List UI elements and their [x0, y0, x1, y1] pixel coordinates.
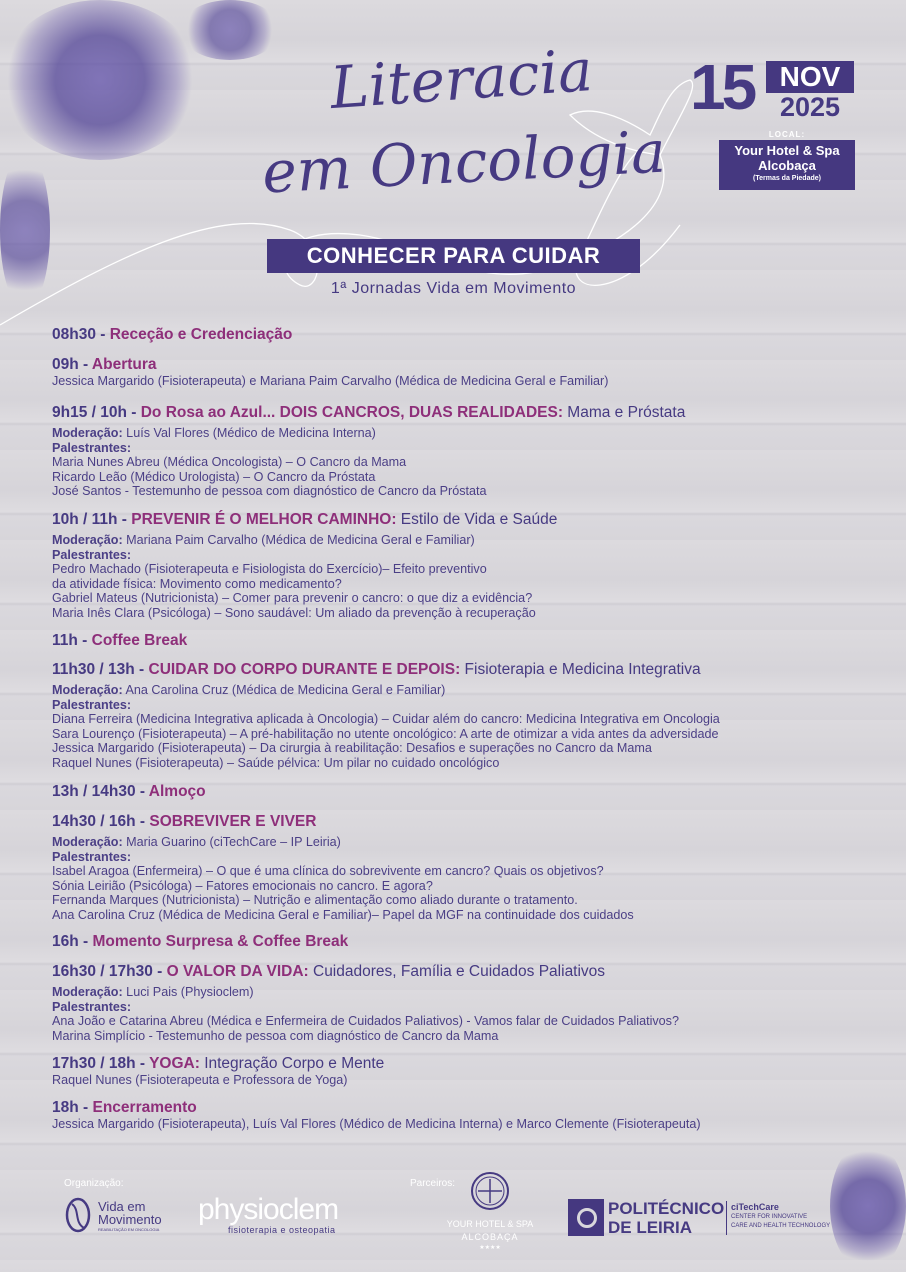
moderation-line	[52, 683, 872, 698]
speakers-label-text: Palestrantes:	[52, 999, 132, 1014]
speakers-label	[52, 441, 872, 456]
citechcare-line1: CENTER FOR INNOVATIVE	[731, 1214, 808, 1220]
moderation-line	[52, 426, 872, 441]
session-heading	[52, 355, 872, 374]
session-time: 11h -	[52, 632, 92, 649]
moderation-label: Moderação:	[52, 533, 123, 547]
session-block	[52, 1098, 872, 1132]
citechcare-name: ciTechCare	[731, 1202, 779, 1212]
session-time: 16h30 / 17h30 -	[52, 963, 167, 980]
session-title: PREVENIR É O MELHOR CAMINHO:	[131, 511, 397, 528]
vida-em-movimento-logo	[64, 1196, 184, 1236]
session-participants: Jessica Margarido (Fisioterapeuta) e Mariana Paim Carvalho (Médica de Medicina Geral e Familiar)	[52, 374, 609, 388]
session-heading	[52, 782, 872, 801]
session-time: 11h30 / 13h -	[52, 661, 149, 678]
speakers-label-text: Palestrantes:	[52, 849, 132, 864]
tagline-banner: CONHECER PARA CUIDAR	[267, 239, 640, 273]
session-time: 08h30 -	[52, 326, 110, 343]
session-title: YOGA:	[149, 1055, 200, 1072]
moderation-line	[52, 985, 872, 1000]
moderator: Maria Guarino (ciTechCare – IP Leiria)	[122, 835, 341, 849]
event-year: 2025	[779, 92, 841, 122]
event-subtitle: 1ª Jornadas Vida em Movimento	[330, 280, 577, 297]
session-block	[52, 962, 872, 1043]
session-subtitle: Cuidadores, Família e Cuidados Paliativos	[308, 963, 606, 980]
venue-note: (Termas da Piedade)	[753, 175, 821, 182]
session-title: CUIDAR DO CORPO DURANTE E DEPOIS:	[148, 661, 461, 678]
moderation-label: Moderação:	[52, 426, 123, 440]
session-subtitle: Integração Corpo e Mente	[199, 1055, 385, 1072]
session-time: 17h30 / 18h -	[52, 1055, 150, 1072]
session-block	[52, 325, 872, 344]
session-heading	[52, 660, 872, 679]
session-block	[52, 355, 872, 389]
session-participants: Raquel Nunes (Fisioterapeuta e Professora de Yoga)	[52, 1073, 348, 1087]
speaker-item: Fernanda Marques (Nutricionista) – Nutrição e alimentação como aliado durante o tratamento.	[52, 893, 578, 907]
session-subtitle: Fisioterapia e Medicina Integrativa	[460, 661, 701, 678]
session-block	[52, 631, 872, 650]
session-heading	[52, 325, 872, 344]
session-subtitle: Mama e Próstata	[563, 404, 686, 421]
hotel-line1: YOUR HOTEL & SPA	[446, 1219, 534, 1229]
hyacinth-flowers-bottom-right	[830, 1140, 906, 1272]
venue-box	[719, 140, 855, 190]
session-block	[52, 932, 872, 951]
session-title: Momento Surpresa & Coffee Break	[92, 933, 349, 950]
venue-name-line2: Alcobaça	[758, 158, 816, 173]
session-title: Abertura	[91, 356, 157, 373]
physioclem-wordmark: physioclem	[198, 1193, 339, 1226]
local-label: LOCAL:	[768, 130, 806, 139]
speakers-label	[52, 698, 872, 713]
speaker-item: Ana Carolina Cruz (Médica de Medicina Geral e Familiar)– Papel da MGF na continuidade dos cuidados	[52, 907, 634, 922]
session-time: 10h / 11h -	[52, 511, 132, 528]
moderator: Luci Pais (Physioclem)	[122, 985, 254, 999]
session-heading	[52, 812, 872, 831]
session-block	[52, 510, 872, 620]
event-day: 15	[690, 51, 754, 123]
session-title: Encerramento	[92, 1099, 197, 1116]
politecnico-line1: POLITÉCNICO	[608, 1199, 725, 1218]
session-subtitle: Estilo de Vida e Saúde	[396, 511, 558, 528]
speakers-label-text: Palestrantes:	[52, 697, 132, 712]
speakers-label	[52, 548, 872, 563]
hotel-stars: ★★★★	[479, 1245, 501, 1251]
speaker-item: Isabel Aragoa (Enfermeira) – O que é uma clínica do sobrevivente em cancro? Quais os objetivos?	[52, 864, 604, 878]
vida-tagline: REABILITAÇÃO EM ONCOLOGIA	[98, 1227, 160, 1232]
moderation-line	[52, 533, 872, 548]
speakers-label-text: Palestrantes:	[52, 547, 132, 562]
vida-line2: Movimento	[98, 1212, 162, 1227]
moderator: Luís Val Flores (Médico de Medicina Interna)	[122, 426, 376, 440]
your-hotel-logo	[440, 1171, 540, 1251]
citechcare-line2: CARE AND HEALTH TECHNOLOGY	[731, 1223, 831, 1229]
session-time: 09h -	[52, 356, 92, 373]
speaker-item: Ana João e Catarina Abreu (Médica e Enfermeira de Cuidados Paliativos) - Vamos falar de Cuidados Paliativos?	[52, 1014, 679, 1028]
session-heading	[52, 962, 872, 981]
physioclem-logo	[198, 1195, 338, 1235]
speaker-item: José Santos - Testemunho de pessoa com diagnóstico de Cancro da Próstata	[52, 484, 487, 498]
speakers-label	[52, 1000, 872, 1015]
politecnico-line2: DE LEIRIA	[608, 1218, 693, 1237]
session-heading	[52, 1054, 872, 1073]
moderator: Ana Carolina Cruz (Médica de Medicina Geral e Familiar)	[122, 683, 446, 697]
session-block	[52, 782, 872, 801]
speaker-item: Diana Ferreira (Medicina Integrativa aplicada à Oncologia) – Cuidar além do cancro: Medicina Integrativa em Oncologia	[52, 712, 720, 726]
session-heading	[52, 631, 872, 650]
moderation-label: Moderação:	[52, 985, 123, 999]
session-title: O VALOR DA VIDA:	[166, 963, 309, 980]
hyacinth-flowers-top	[180, 0, 280, 60]
speaker-item: Jessica Margarido (Fisioterapeuta) – Da cirurgia à reabilitação: Desafios e superações no Cancro da Mama	[52, 741, 652, 755]
hotel-line2: ALCOBAÇA	[461, 1232, 519, 1242]
speaker-item: Sara Lourenço (Fisioterapeuta) – A pré-habilitação no utente oncológico: A arte de otimizar a vida antes da adversidade	[52, 726, 719, 741]
speaker-item: Marina Simplício - Testemunho de pessoa com diagnóstico de Cancro da Mama	[52, 1028, 499, 1043]
event-title-line1: Literacia	[327, 35, 595, 123]
speaker-item: Pedro Machado (Fisioterapeuta e Fisiologista do Exercício)– Efeito preventivo	[52, 562, 487, 576]
session-participants: Jessica Margarido (Fisioterapeuta), Luís Val Flores (Médico de Medicina Interna) e Marco Clemente (Fisioterapeuta)	[52, 1117, 701, 1131]
session-time: 13h / 14h30 -	[52, 783, 149, 800]
session-title: Receção e Credenciação	[109, 326, 293, 343]
speaker-item: Sónia Leirião (Psicóloga) – Fatores emocionais no cancro. E agora?	[52, 878, 433, 893]
politecnico-leiria-logo	[568, 1199, 830, 1239]
speaker-item: Maria Inês Clara (Psicóloga) – Sono saudável: Um aliado da prevenção à recuperação	[52, 605, 536, 620]
organization-label: Organização:	[64, 1178, 124, 1189]
speaker-item: da atividade física: Movimento como medicamento?	[52, 576, 342, 591]
session-block	[52, 403, 872, 499]
partners-label: Parceiros:	[410, 1178, 456, 1189]
session-title: SOBREVIVER E VIVER	[149, 813, 317, 830]
event-month: NOV	[766, 61, 854, 93]
session-time: 9h15 / 10h -	[52, 404, 141, 421]
moderation-line	[52, 835, 872, 850]
hotel-emblem-icon	[470, 1171, 510, 1211]
physioclem-tagline: fisioterapia e osteopatia	[228, 1225, 336, 1235]
vida-line1: Vida em	[98, 1199, 146, 1214]
moderation-label: Moderação:	[52, 683, 123, 697]
session-time: 16h -	[52, 933, 93, 950]
speaker-item: Ricardo Leão (Médico Urologista) – O Cancro da Próstata	[52, 469, 376, 484]
session-block	[52, 1054, 872, 1088]
session-heading	[52, 1098, 872, 1117]
session-heading	[52, 932, 872, 951]
speakers-label	[52, 850, 872, 865]
session-title: Almoço	[148, 783, 206, 800]
session-time: 18h -	[52, 1099, 93, 1116]
speaker-item: Raquel Nunes (Fisioterapeuta) – Saúde pélvica: Um pilar no cuidado oncológico	[52, 755, 500, 770]
session-title: Do Rosa ao Azul... DOIS CANCROS, DUAS REALIDADES:	[140, 404, 563, 421]
speakers-label-text: Palestrantes:	[52, 440, 132, 455]
speaker-item: Maria Nunes Abreu (Médica Oncologista) – O Cancro da Mama	[52, 455, 407, 469]
session-heading	[52, 510, 872, 529]
session-time: 14h30 / 16h -	[52, 813, 150, 830]
speaker-item: Gabriel Mateus (Nutricionista) – Comer para prevenir o cancro: o que diz a evidência?	[52, 591, 533, 605]
session-block	[52, 812, 872, 922]
moderation-label: Moderação:	[52, 835, 123, 849]
venue-name-line1: Your Hotel & Spa	[734, 143, 840, 158]
politecnico-icon	[568, 1199, 604, 1236]
session-block	[52, 660, 872, 770]
vida-em-movimento-icon	[64, 1196, 92, 1234]
event-title-line2: em Oncologia	[260, 117, 668, 207]
moderator: Mariana Paim Carvalho (Médica de Medicina Geral e Familiar)	[122, 533, 475, 547]
session-heading	[52, 403, 872, 422]
session-title: Coffee Break	[91, 632, 188, 649]
